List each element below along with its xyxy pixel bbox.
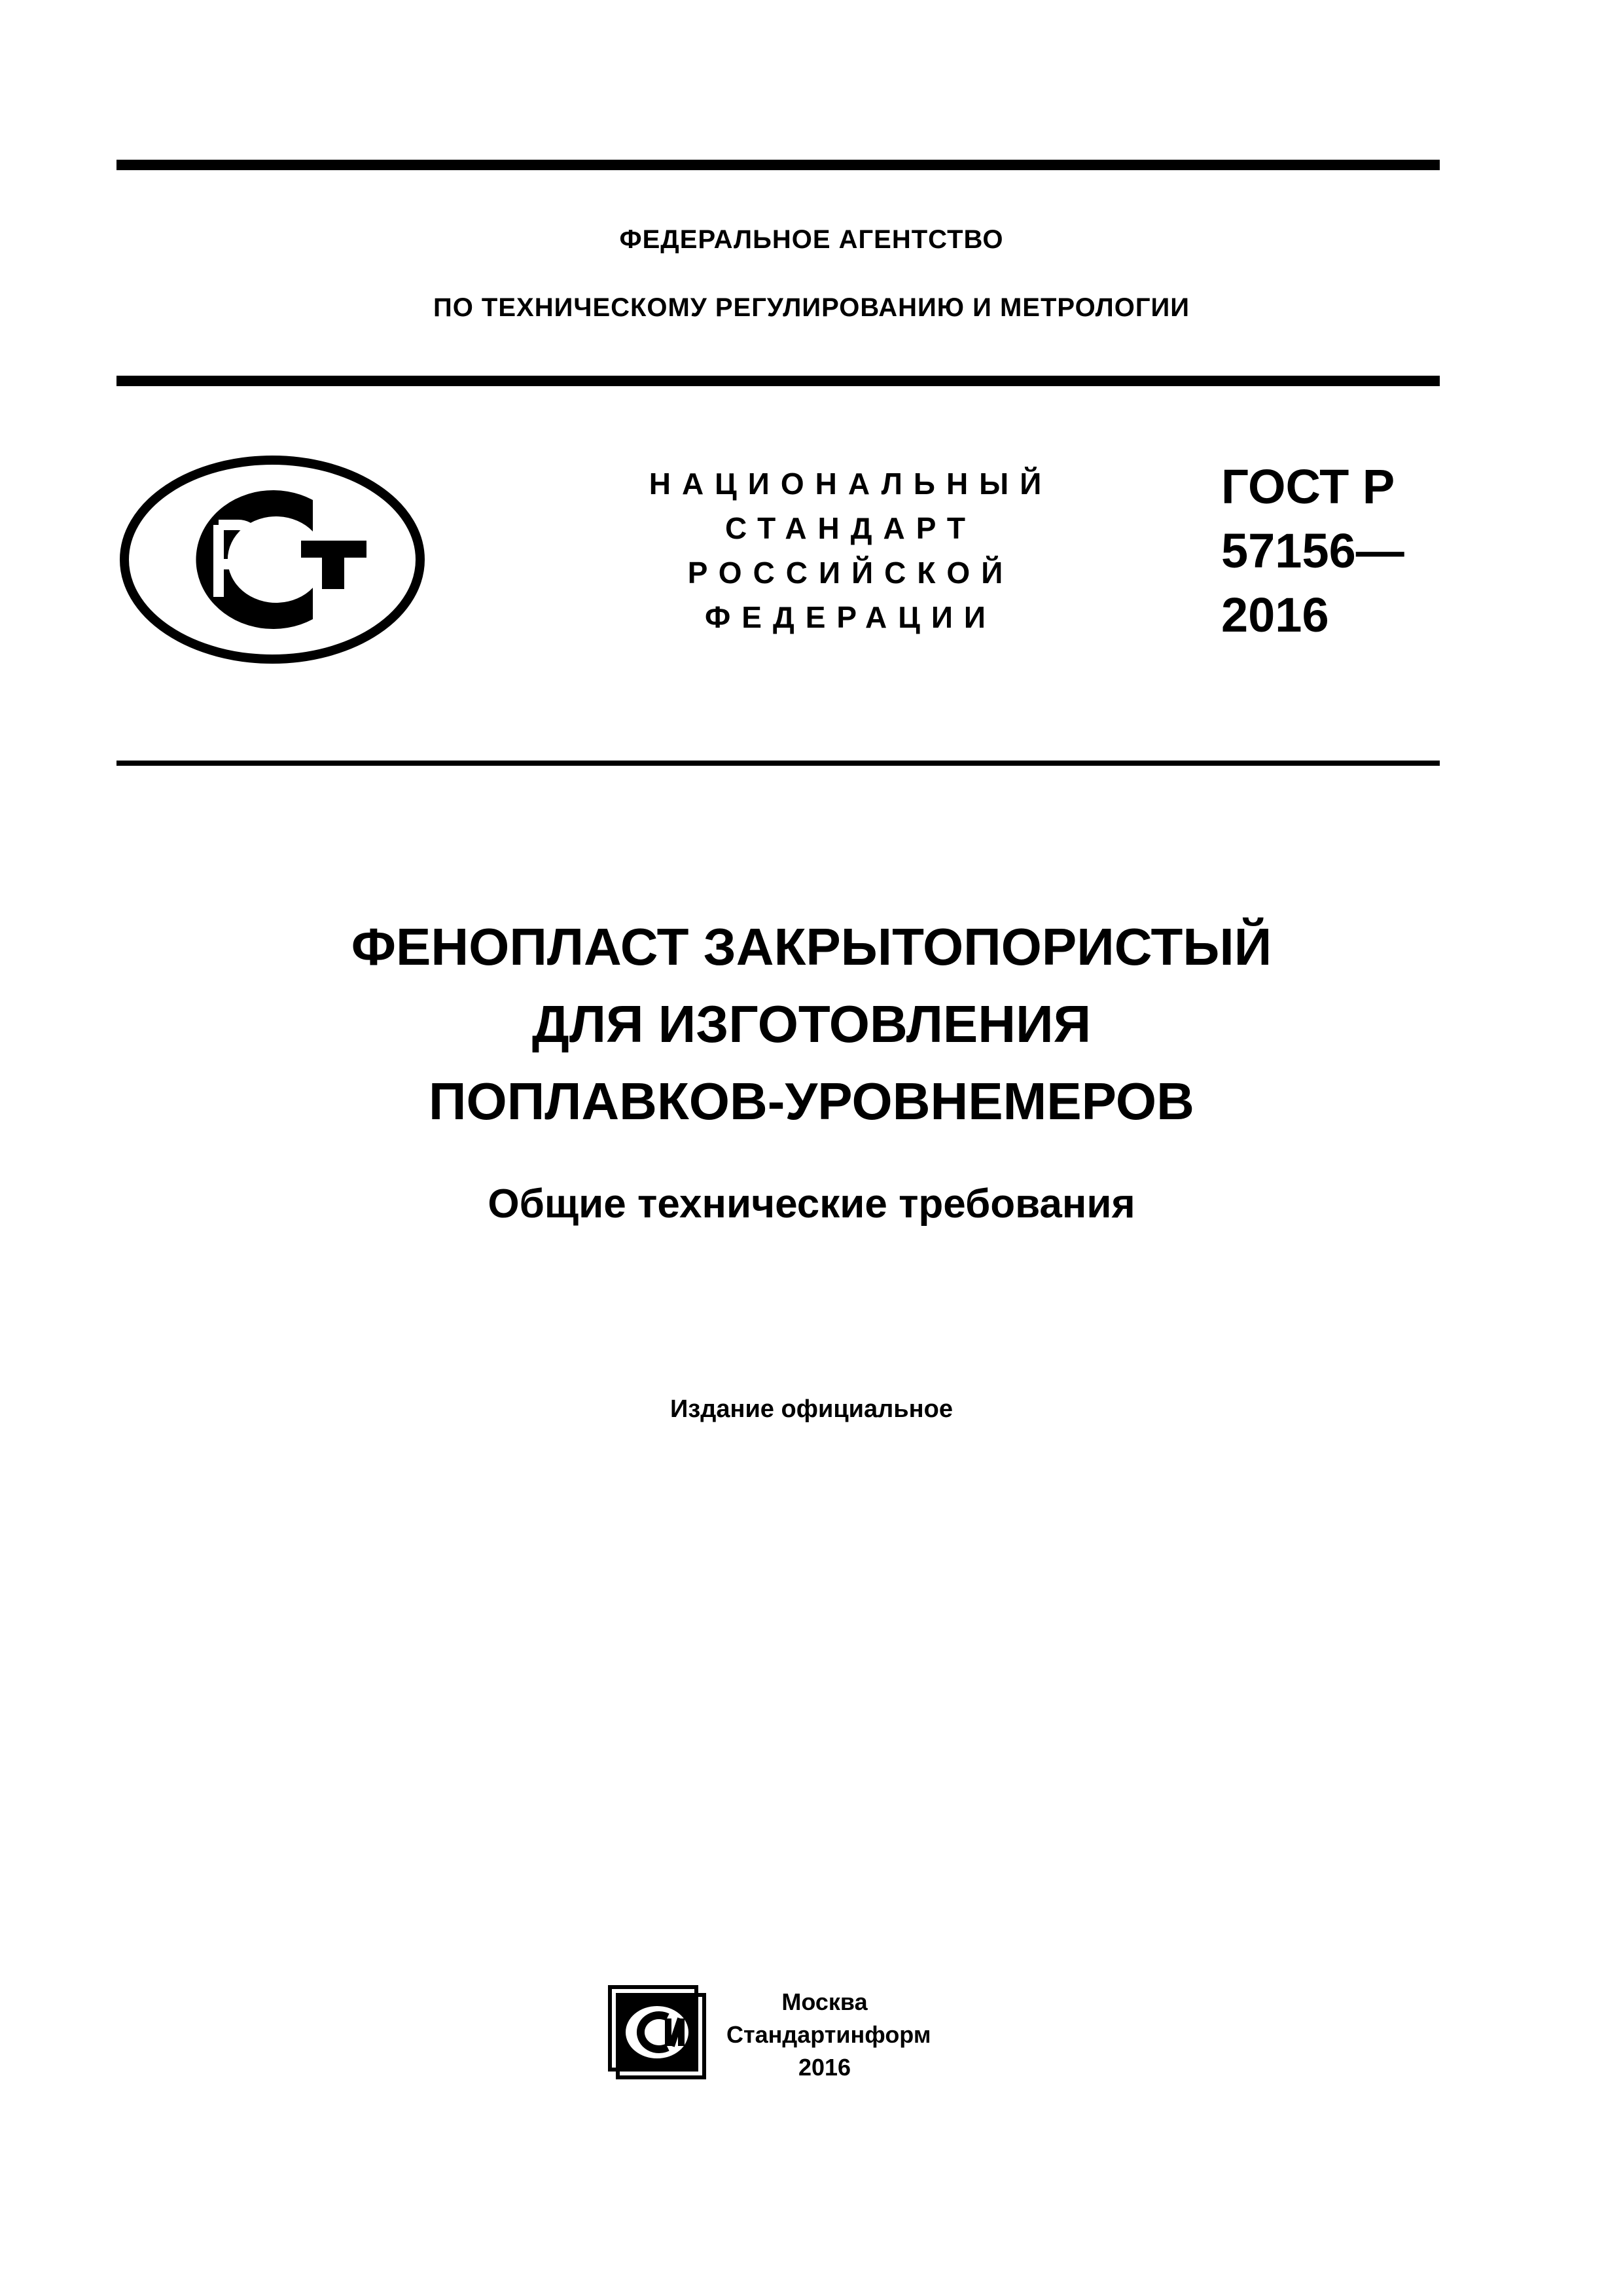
publisher-imprint — [726, 1986, 931, 2084]
middle-rule — [116, 376, 1440, 386]
designation-line: 2016 — [1221, 588, 1329, 642]
agency-name-line-1: ФЕДЕРАЛЬНОЕ АГЕНТСТВО — [619, 225, 1004, 254]
title-line: ПОПЛАВКОВ-УРОВНЕМЕРОВ — [429, 1072, 1194, 1130]
standard-type-line: СТАНДАРТ — [725, 511, 976, 545]
rst-certification-mark-icon — [116, 452, 428, 668]
publisher-name: Стандартинформ — [726, 2021, 931, 2048]
agency-name-line-2: ПО ТЕХНИЧЕСКОМУ РЕГУЛИРОВАНИЮ И МЕТРОЛОГИИ — [433, 293, 1190, 322]
standard-type-line: НАЦИОНАЛЬНЫЙ — [649, 467, 1053, 501]
designation-line: ГОСТ Р — [1221, 459, 1395, 514]
standartinform-logo-icon — [607, 1984, 707, 2080]
publisher-city: Москва — [781, 1988, 868, 2015]
top-rule — [116, 160, 1440, 170]
document-subtitle: Общие технические требования — [488, 1181, 1135, 1227]
standard-type — [569, 461, 1132, 639]
title-line: ДЛЯ ИЗГОТОВЛЕНИЯ — [531, 995, 1092, 1053]
title-line: ФЕНОПЛАСТ ЗАКРЫТОПОРИСТЫЙ — [351, 918, 1272, 976]
standard-type-line: ФЕДЕРАЦИИ — [705, 600, 997, 634]
publisher-year: 2016 — [798, 2054, 851, 2081]
bottom-rule — [116, 761, 1440, 766]
standard-type-line: РОССИЙСКОЙ — [687, 556, 1014, 590]
designation-line: 57156— — [1221, 524, 1404, 578]
standard-designation — [1221, 455, 1404, 647]
document-title — [0, 908, 1623, 1140]
edition-label: Издание официальное — [670, 1395, 953, 1423]
